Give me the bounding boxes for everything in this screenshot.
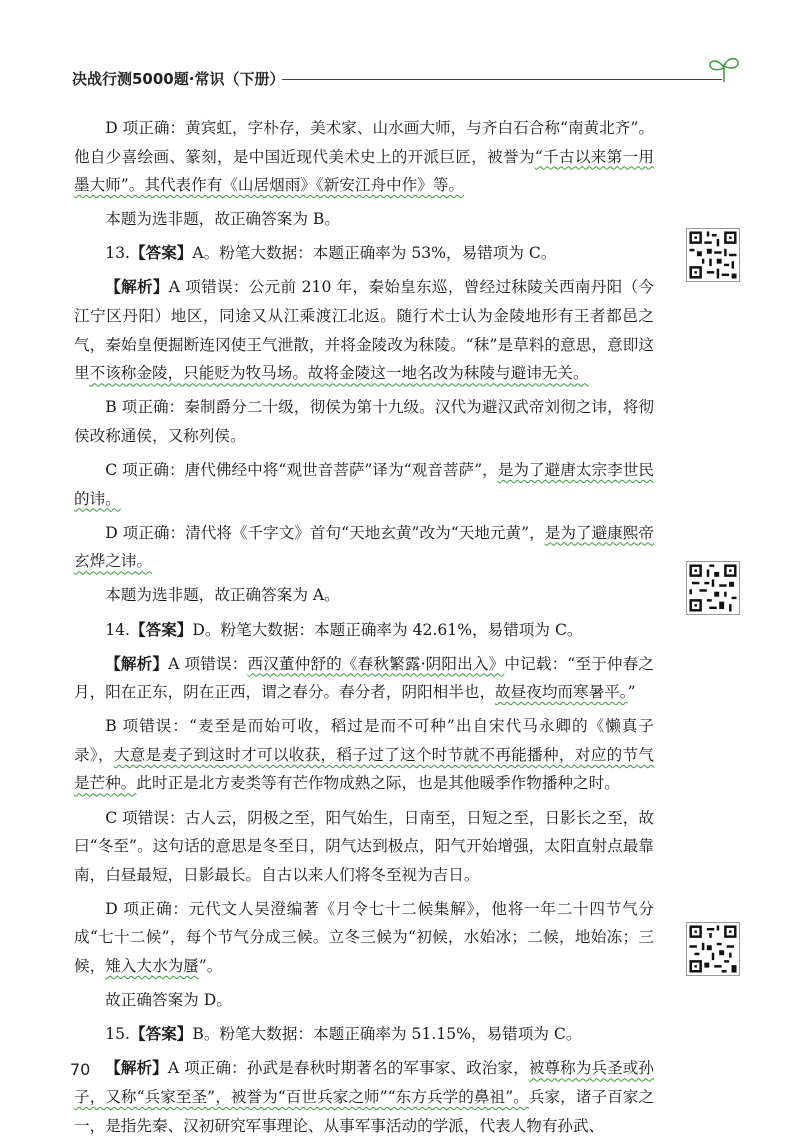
analysis-13: 【解析】A 项错误：公元前 210 年，秦始皇东巡，曾经过秣陵关西南丹阳（今江宁区丹阳）地区，同途又从江乘渡江北返。随行术士认为金陵地形有王者都邑之气，秦始皇便掘断连冈使王气泄散，并将金陵改为秣陵。“秣”是草料的意思，意即这里不该称金陵，只能贬为牧马场。故将金陵这一地名改为秣陵与避讳无关。	[74, 277, 654, 383]
sprout-icon	[706, 54, 742, 84]
header-rule	[282, 79, 722, 80]
analysis-14: 【解析】A 项错误：西汉董仲舒的《春秋繁露·阴阳出入》中记载：“至于仲春之月，阳在正东，阴在正西，谓之春分。春分者，阴阳相半也，故昼夜均而寒暑平。”	[74, 653, 654, 702]
qr-code-icon[interactable]	[686, 922, 740, 976]
analysis-13-d: D 项正确：清代将《千字文》首句“天地玄黄”改为“天地元黄”，是为了避康熙帝玄烨之讳。	[74, 523, 654, 571]
analysis-14-d: D 项正确：元代文人吴澄编著《月令七十二候集解》，他将一年二十四节气分成“七十二候”，每个节气分成三候。立冬三候为“初候，水始冰；二候，地始冻；三候，雉入大水为蜃”。	[74, 899, 654, 976]
answer-14: 14.【答案】D。粉笔大数据：本题正确率为 42.61%，易错项为 C。	[105, 619, 583, 639]
analysis-14-b: B 项错误：“麦至是而始可收，稻过是而不可种”出自宋代马永卿的《懒真子录》，大意是麦子到这时才可以收获，稻子过了这个时节就不再能播种，对应的节气是芒种。此时正是北方麦类等有芒作物成熟之际，也是其他暖季作物播种之时。	[74, 717, 654, 793]
page-body	[74, 114, 654, 1146]
analysis-15: 【解析】A 项正确：孙武是春秋时期著名的军事家、政治家，被尊称为兵圣或孙子，又称“兵家至圣”，被誉为“百世兵家之师”“东方兵学的鼻祖”。兵家，诸子百家之一，是指先秦、汉初研究军事理论、从事军事活动的学派，代表人物有孙武、	[74, 1058, 654, 1135]
analysis-13-b: B 项正确：秦制爵分二十级，彻侯为第十九级。汉代为避汉武帝刘彻之讳，将彻侯改称通侯，又称列侯。	[74, 398, 654, 445]
page-number: 70	[70, 1060, 91, 1079]
analysis-14-c: C 项错误：古人云，阴极之至，阳气始生，日南至，日短之至，日影长之至，故曰“冬至”。这句话的意思是冬至日，阴气达到极点，阳气开始增强，太阳直射点最靠南，白昼最短，日影最长。自古以来人们将冬至视为吉日。	[74, 808, 654, 884]
option-d-explanation: D 项正确：黄宾虹，字朴存，美术家、山水画大师，与齐白石合称“南黄北齐”。他自少喜绘画、篆刻，是中国近现代美术史上的开派巨匠，被誉为“千古以来第一用墨大师”。其代表作有《山居烟雨》《新安江舟中作》等。	[74, 119, 654, 195]
running-header	[72, 68, 742, 92]
book-title: 决战行测5000题·常识（下册）	[72, 70, 285, 88]
answer-15: 15.【答案】B。粉笔大数据：本题正确率为 51.15%，易错项为 C。	[105, 1024, 582, 1044]
conclusion-14: 故正确答案为 D。	[105, 991, 232, 1010]
analysis-13-c: C 项正确：唐代佛经中将“观世音菩萨”译为“观音菩萨”，是为了避唐太宗李世民的讳。	[74, 461, 654, 508]
conclusion: 本题为选非题，故正确答案为 B。	[105, 210, 340, 229]
qr-code-icon[interactable]	[686, 228, 740, 282]
qr-code-icon[interactable]	[686, 561, 740, 615]
answer-13: 13.【答案】A。粉笔大数据：本题正确率为 53%，易错项为 C。	[105, 243, 557, 263]
conclusion-13: 本题为选非题，故正确答案为 A。	[105, 586, 340, 605]
